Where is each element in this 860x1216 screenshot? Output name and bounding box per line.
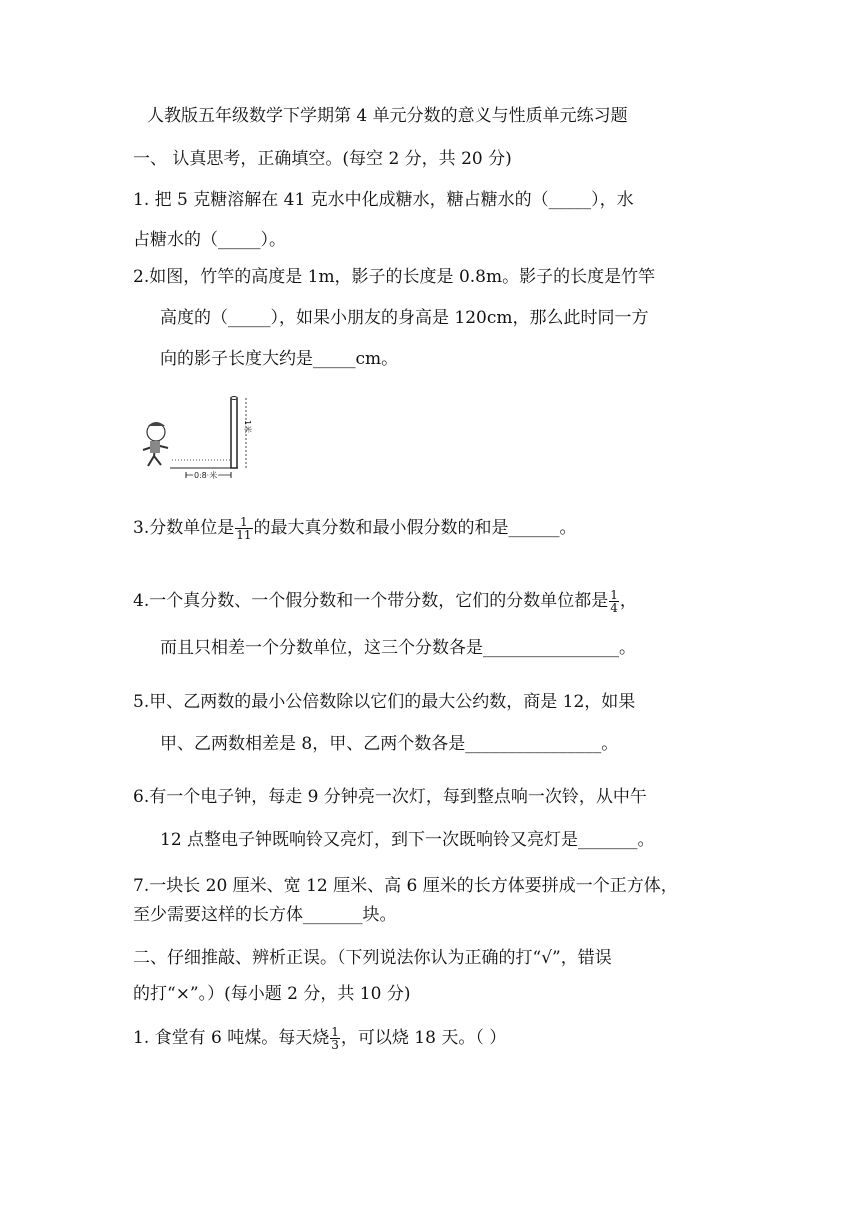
question-2-line-2: 高度的（_____），如果小朋友的身高是 120cm，那么此时同一方 [160, 308, 649, 328]
pole-shadow-figure [128, 392, 268, 482]
question-4-line-2: 而且只相差一个分数单位，这三个分数各是________________。 [160, 638, 636, 658]
question-7-line-1: 7.一块长 20 厘米、宽 12 厘米、高 6 厘米的长方体要拼成一个正方体， [133, 876, 678, 896]
question-6-line-2: 12 点整电子钟既响铃又亮灯，到下一次既响铃又亮灯是_______。 [160, 830, 655, 850]
section1-heading: 一、 认真思考，正确填空。(每空 2 分，共 20 分) [133, 149, 512, 169]
section2-heading-line-2: 的打“×”。）(每小题 2 分，共 10 分) [133, 984, 411, 1004]
question-6-line-1: 6.有一个电子钟，每走 9 分钟亮一次灯，每到整点响一次铃，从中午 [133, 787, 647, 807]
question-2-line-1: 2.如图，竹竿的高度是 1m，影子的长度是 0.8m。影子的长度是竹竿 [133, 267, 656, 287]
fraction-one-fourth: $\frac{1}{4}$ [610, 588, 618, 615]
question-1-line-1: 1. 把 5 克糖溶解在 41 克水中化成糖水，糖占糖水的（_____），水 [133, 190, 634, 210]
section2-question-1-prefix: 1. 食堂有 6 吨煤。每天烧 [133, 1028, 330, 1048]
question-4-prefix: 4.一个真分数、一个假分数和一个带分数，它们的分数单位都是 [133, 591, 609, 611]
question-5-line-1: 5.甲、乙两数的最小公倍数除以它们的最大公约数，商是 12，如果 [133, 692, 636, 712]
question-3 [133, 516, 577, 541]
question-1-line-2: 占糖水的（_____）。 [133, 230, 286, 250]
section2-question-1-suffix: ，可以烧 18 天。（ ） [340, 1028, 507, 1048]
fraction-one-eleventh: $\frac{1}{11}$ [236, 515, 252, 542]
question-5-line-2: 甲、乙两数相差是 8，甲、乙两个数各是________________。 [160, 734, 619, 754]
question-3-prefix: 3.分数单位是 [133, 518, 235, 538]
pole-height-label: 1米 [243, 420, 252, 434]
question-4-line-1 [133, 589, 637, 614]
section2-question-1 [133, 1026, 506, 1051]
question-2-line-3: 向的影子长度大约是_____cm。 [160, 349, 399, 369]
fraction-one-third: $\frac{1}{3}$ [331, 1025, 339, 1052]
worksheet-title: 人教版五年级数学下学期第 4 单元分数的意义与性质单元练习题 [147, 106, 628, 126]
question-7-line-2: 至少需要这样的长方体_______块。 [133, 905, 397, 925]
section2-heading-line-1: 二、仔细推敲、辨析正误。（下列说法你认为正确的打“√”，错误 [133, 948, 612, 968]
shadow-length-label: 0.8 米 [194, 471, 218, 480]
question-3-suffix: 的最大真分数和最小假分数的和是______。 [253, 518, 577, 538]
child-figure [143, 422, 168, 466]
question-4-suffix: ， [619, 591, 637, 611]
